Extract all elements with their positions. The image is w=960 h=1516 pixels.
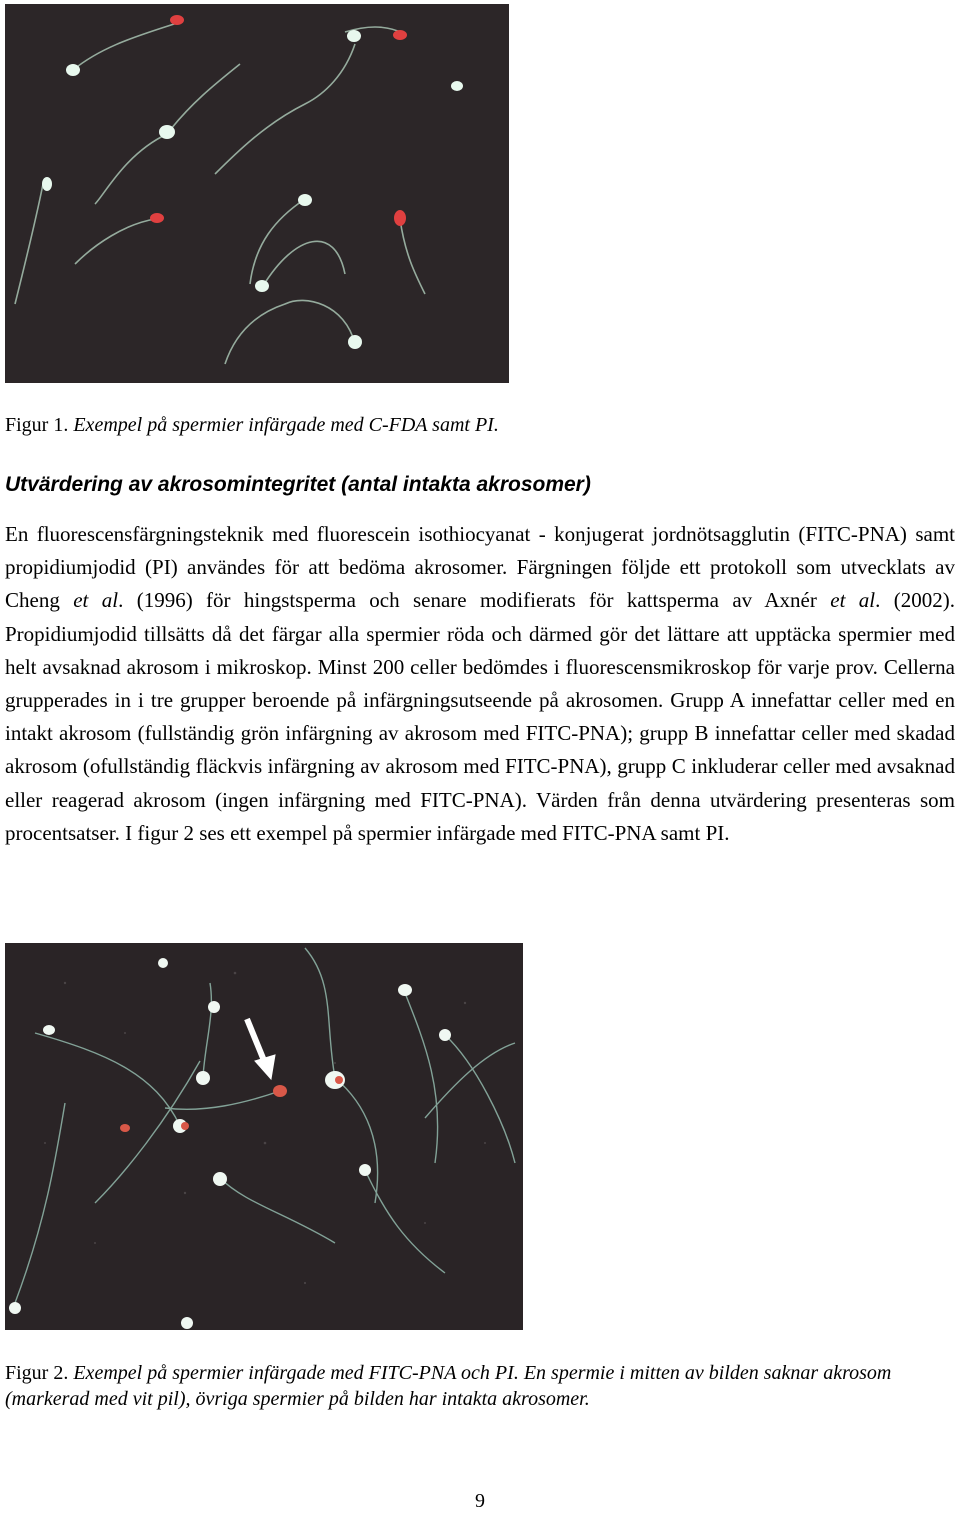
figure-1-caption-label: Figur 1.	[5, 414, 69, 436]
figure-1-micrograph	[5, 4, 509, 383]
citation-et-al-1: et al	[73, 588, 119, 613]
section-heading: Utvärdering av akrosomintegritet (antal intakta akrosomer)	[5, 473, 591, 496]
figure-2-caption-label: Figur 2.	[5, 1362, 69, 1384]
figure-2-caption	[5, 1360, 955, 1412]
body-paragraph	[5, 518, 955, 850]
body-text-part-2: . (1996) för hingstsperma och senare modifierats för kattsperma av Axnér	[118, 588, 831, 613]
citation-et-al-2: et al	[830, 588, 876, 613]
body-text-part-1: En fluorescensfärgningsteknik med fluorescein isothiocyanat - konjugerat jordnötsagglutin (FITC-PNA) samt propidiumjodid (PI) användes för att bedöma akrosomer. Färgningen följde ett protokoll som utvecklats av Cheng	[5, 522, 955, 613]
figure-2-caption-text: Exempel på spermier infärgade med FITC-PNA och PI. En spermie i mitten av bilden saknar akrosom (markerad med vit pil), övriga spermier på bilden har intakta akrosomer.	[5, 1362, 892, 1410]
figure-1-caption	[5, 412, 499, 438]
figure-2-micrograph	[5, 943, 523, 1330]
figure-1-caption-text: Exempel på spermier infärgade med C-FDA samt PI.	[73, 414, 499, 436]
page-number: 9	[475, 1490, 485, 1512]
body-text-part-3: . (2002). Propidiumjodid tillsätts då det färgar alla spermier röda och därmed gör det lättare att upptäcka spermier med helt avsaknad akrosom i mikroskop. Minst 200 celler bedömdes i fluorescensmikroskop för varje prov. Cellerna grupperades in i tre grupper beroende på infärgningsutseende på akrosomen. Grupp A innefattar celler med en intakt akrosom (fullständig grön infärgning av akrosom med FITC-PNA); grupp B innefattar celler med skadad akrosom (ofullständig fläckvis infärgning av akrosom med FITC-PNA), grupp C inkluderar celler med avsaknad eller reagerad akrosom (ingen infärgning med FITC-PNA). Värden från denna utvärdering presenteras som procentsatser. I figur 2 ses ett exempel på spermier infärgade med FITC-PNA samt PI.	[5, 588, 955, 845]
